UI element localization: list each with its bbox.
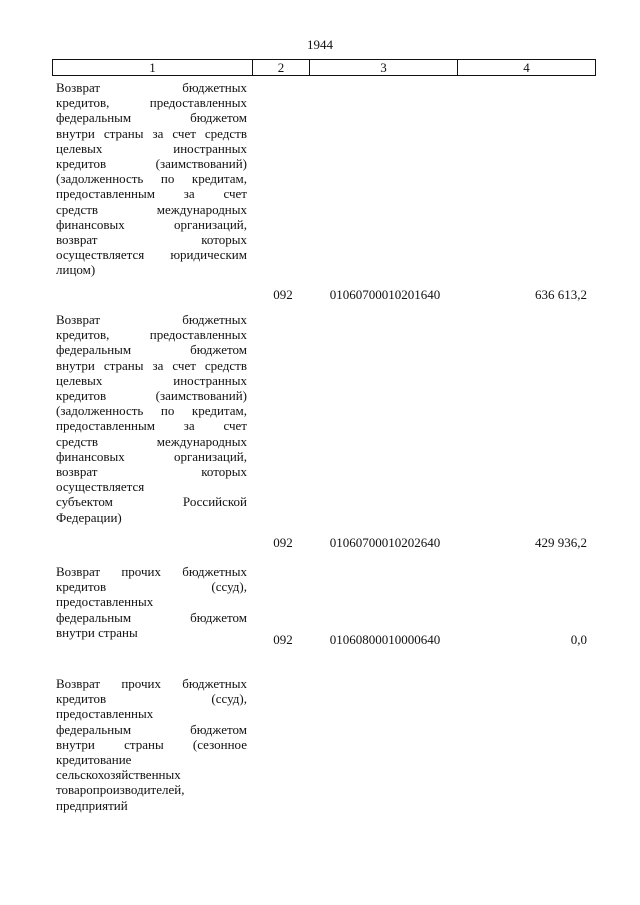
column-header-table bbox=[52, 59, 596, 76]
description-line: Возврат бюджетных bbox=[56, 80, 247, 95]
row-amount: 636 613,2 bbox=[535, 287, 587, 302]
description-line: кредитов (заимствований) bbox=[56, 156, 247, 172]
description-line: кредитов, предоставленных bbox=[56, 327, 247, 343]
description-line: товаропроизводителей, bbox=[56, 782, 185, 798]
description-line: федеральным бюджетом bbox=[56, 609, 247, 625]
description-line: предоставленных bbox=[56, 594, 154, 610]
description-line: предоставленным за счет bbox=[56, 418, 247, 434]
description-line: средств международных bbox=[56, 201, 247, 217]
column-header-row bbox=[53, 60, 596, 76]
description-line: финансовых организаций, bbox=[56, 216, 247, 232]
row-code: 092 bbox=[273, 287, 293, 302]
description-line: федеральным бюджетом bbox=[56, 342, 247, 358]
column-header-1: 1 bbox=[53, 60, 253, 76]
description-line: финансовых организаций, bbox=[56, 448, 247, 464]
description-line: кредитов (заимствований) bbox=[56, 388, 247, 404]
row-description bbox=[56, 676, 247, 813]
column-header-3: 3 bbox=[310, 60, 458, 76]
description-line: целевых иностранных bbox=[56, 140, 247, 156]
description-line: Возврат прочих бюджетных bbox=[56, 676, 247, 691]
description-line: сельскохозяйственных bbox=[56, 767, 181, 783]
description-line: (задолженность по кредитам, bbox=[56, 403, 247, 419]
description-line: предприятий bbox=[56, 797, 128, 813]
row-code: 092 bbox=[273, 632, 293, 647]
description-line: кредитов (ссуд), bbox=[56, 579, 247, 595]
description-line: кредитов, предоставленных bbox=[56, 95, 247, 111]
description-line: внутри страны (сезонное bbox=[56, 736, 247, 752]
description-line: внутри страны за счет средств bbox=[56, 357, 247, 373]
description-line: субъектом Российской bbox=[56, 494, 247, 510]
description-line: Федерации) bbox=[56, 509, 122, 525]
row-kbk: 01060700010202640 bbox=[329, 535, 441, 550]
row-description bbox=[56, 312, 247, 525]
row-amount: 0,0 bbox=[570, 632, 587, 647]
description-line: целевых иностранных bbox=[56, 372, 247, 388]
description-line: предоставленным за счет bbox=[56, 186, 247, 202]
row-description bbox=[56, 564, 247, 640]
row-kbk: 01060700010201640 bbox=[329, 287, 441, 302]
row-amount: 429 936,2 bbox=[535, 535, 587, 550]
description-line: (задолженность по кредитам, bbox=[56, 171, 247, 187]
description-line: средств международных bbox=[56, 433, 247, 449]
description-line: федеральным бюджетом bbox=[56, 110, 247, 126]
row-description bbox=[56, 80, 247, 278]
description-line: внутри страны за счет средств bbox=[56, 125, 247, 141]
description-line: возврат которых bbox=[56, 464, 247, 480]
column-header-4: 4 bbox=[458, 60, 596, 76]
column-header-2: 2 bbox=[253, 60, 310, 76]
description-line: предоставленных bbox=[56, 706, 154, 722]
description-line: федеральным бюджетом bbox=[56, 721, 247, 737]
description-line: кредитов (ссуд), bbox=[56, 691, 247, 707]
description-line: кредитование bbox=[56, 752, 132, 768]
row-kbk: 01060800010000640 bbox=[329, 632, 441, 647]
row-code: 092 bbox=[273, 535, 293, 550]
description-line: осуществляется bbox=[56, 479, 145, 495]
description-line: лицом) bbox=[56, 262, 96, 278]
description-line: осуществляется юридическим bbox=[56, 247, 247, 263]
description-line: возврат которых bbox=[56, 232, 247, 248]
description-line: Возврат бюджетных bbox=[56, 312, 247, 327]
description-line: Возврат прочих бюджетных bbox=[56, 564, 247, 579]
description-line: внутри страны bbox=[56, 624, 138, 640]
page-number: 1944 bbox=[307, 37, 333, 52]
